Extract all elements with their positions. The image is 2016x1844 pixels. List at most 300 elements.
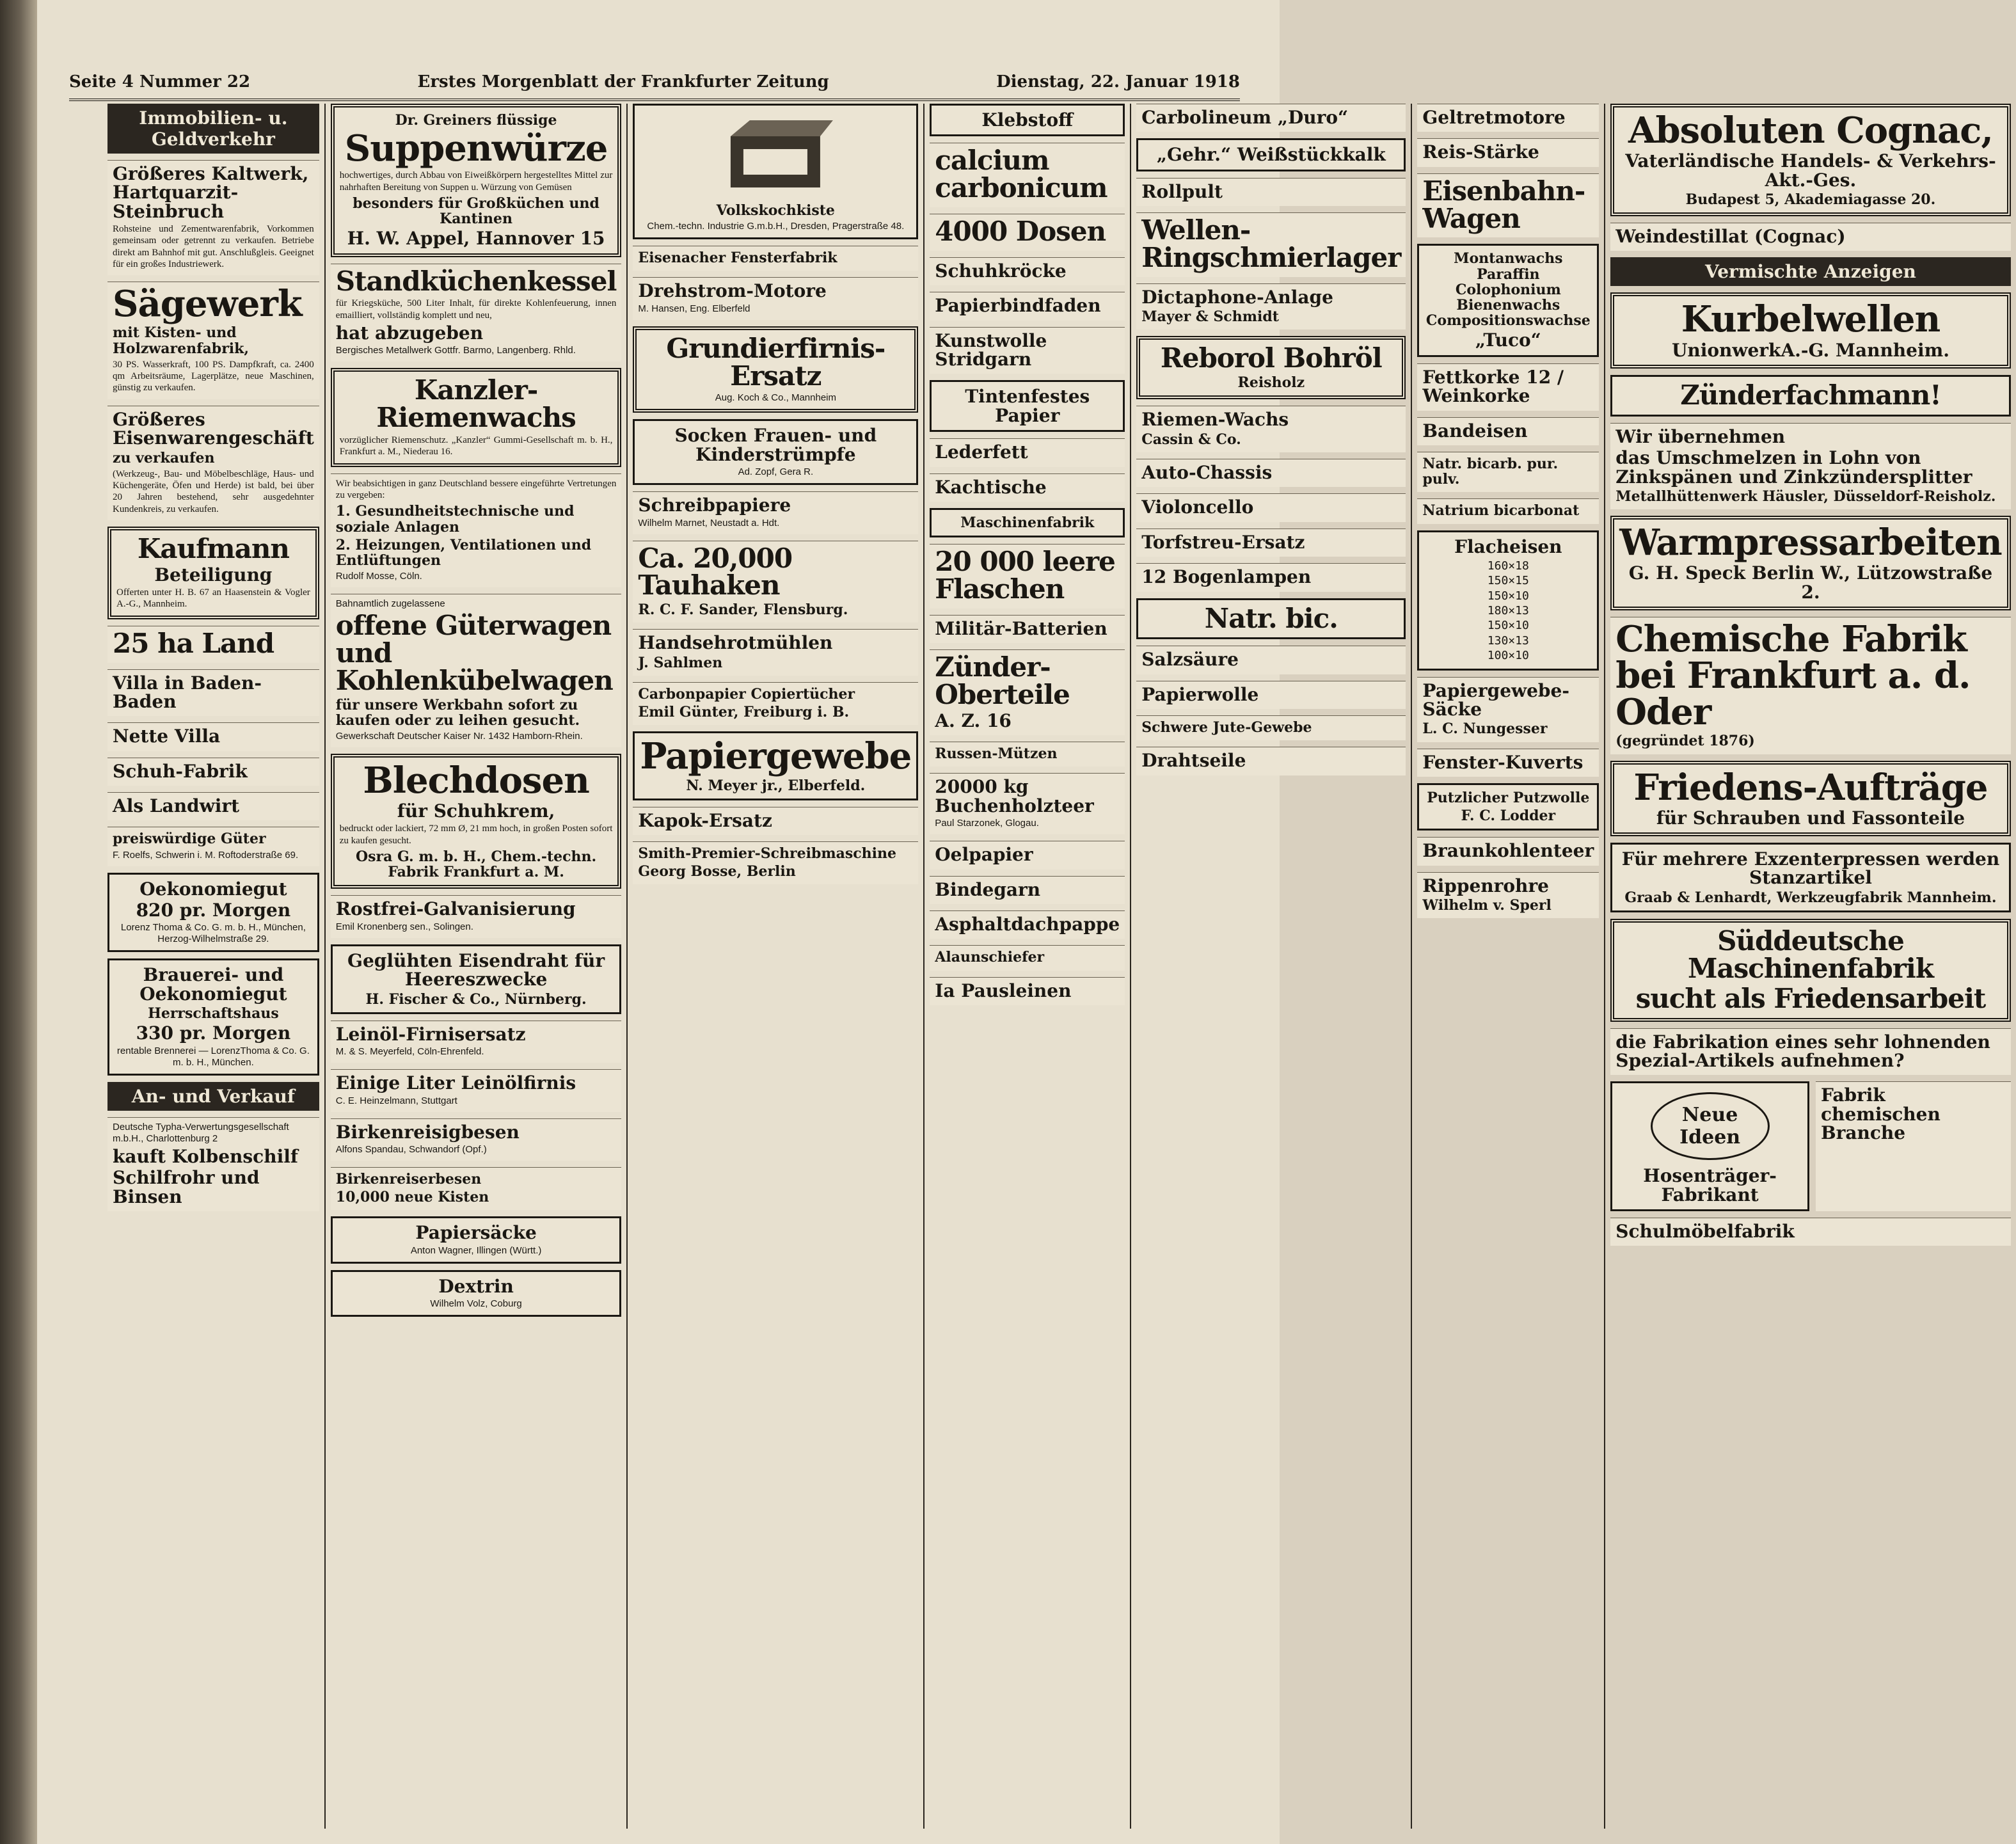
ad-headline: Friedens-Aufträge	[1633, 766, 1988, 809]
ad-firm: G. H. Speck Berlin W., Lützowstraße 2.	[1628, 562, 1993, 603]
ad-reborol	[1136, 336, 1406, 399]
ad-headline: Wellen-Ringschmierlager	[1141, 214, 1401, 273]
size-item: 130×13	[1487, 633, 1529, 648]
ad-spezialartikel	[1610, 1028, 2010, 1076]
ad-firnisersatz	[331, 1021, 622, 1063]
ad-chemische-fabrik	[1610, 617, 2010, 754]
ad-papierwolle	[1136, 681, 1406, 709]
ad-subline: für Schrauben und Fassonteile	[1656, 807, 1965, 829]
ad-firm: Paul Starzonek, Glogau.	[935, 818, 1039, 829]
ad-headline: Ia Pausleinen	[935, 980, 1072, 1001]
ad-riemenwachs-2	[1136, 406, 1406, 452]
ad-friedensauftraege	[1610, 761, 2010, 837]
ad-firm: H. Fischer & Co., Nürnberg.	[365, 990, 587, 1008]
ad-bindegarn	[930, 876, 1125, 904]
ad-firm: M. & S. Meyerfeld, Cöln-Ehrenfeld.	[335, 1046, 484, 1058]
ad-headline: Brauerei- und Oekonomiegut	[139, 964, 287, 1005]
ad-subline-2: 330 pr. Morgen	[136, 1022, 291, 1044]
ad-headline: Süddeutsche Maschinenfabrik	[1687, 925, 1933, 984]
ad-subline: besonders für Großküchen und Kantinen	[353, 195, 599, 228]
ad-batterien	[930, 615, 1125, 643]
ad-schreibmaschine	[633, 841, 918, 884]
ad-headline: Bandeisen	[1422, 420, 1528, 441]
ad-headline: Carbonpapier Copiertücher	[638, 686, 855, 703]
ad-headline: Rippenrohre	[1422, 875, 1549, 896]
ad-tintenfest	[930, 380, 1125, 432]
ad-text: Offerten unter H. B. 67 an Haasenstein & Vogler A.-G., Mannheim.	[116, 587, 310, 610]
size-item: 180×13	[1487, 604, 1529, 618]
ad-headline: Militär-Batterien	[935, 617, 1107, 639]
ad-headline: Bindegarn	[935, 878, 1041, 900]
ad-kurbelwellen	[1610, 292, 2010, 369]
ad-subline: A. Z. 16	[935, 710, 1012, 731]
ad-brauerei	[107, 958, 319, 1075]
ad-firm: J. Sahlmen	[638, 654, 723, 671]
ad-text: für unsere Werkbahn sofort zu kaufen oder zu leihen gesucht.	[335, 696, 580, 729]
ad-headline: Größeres Eisenwarengeschäft	[113, 408, 314, 449]
ad-reisstaerke	[1417, 138, 1599, 166]
ad-headline: Salzsäure	[1141, 649, 1239, 671]
ad-headline: Standküchenkessel	[335, 265, 617, 297]
ad-headline: Warmpressarbeiten	[1619, 521, 2002, 564]
ad-oekonomiegut	[107, 873, 319, 953]
ad-headline: Putzlicher Putzwolle	[1427, 789, 1590, 806]
book-gutter	[0, 0, 37, 1844]
ad-headline: Carbolineum „Duro“	[1141, 107, 1349, 128]
ad-headline: Klebstoff	[981, 109, 1074, 131]
ad-headline: Fabrik chemischen Branche	[1820, 1085, 1941, 1144]
ad-grundierfirnis	[633, 326, 918, 413]
ad-saegewerk	[107, 282, 319, 399]
ad-firm: R. C. F. Sander, Flensburg.	[638, 601, 848, 619]
ad-headline: Kunstwolle Stridgarn	[935, 330, 1047, 370]
ad-headline: Grundierfirnis-Ersatz	[666, 332, 885, 392]
ad-bogenlampen	[1136, 563, 1406, 591]
ad-headline: Schuhkröcke	[935, 260, 1067, 282]
ad-firm: Graab & Lenhardt, Werkzeugfabrik Mannheim.	[1624, 889, 1997, 906]
ad-schuhfabrik	[107, 758, 319, 786]
ad-headline: Oekonomiegut	[139, 878, 287, 900]
ad-papiergewebesaecke	[1417, 677, 1599, 742]
ad-drehstrom	[633, 277, 918, 319]
ad-firm: Georg Bosse, Berlin	[638, 863, 796, 880]
ad-dosen	[930, 214, 1125, 251]
ad-headline: Braunkohlenteer	[1422, 840, 1594, 862]
ad-headline: Kapok-Ersatz	[638, 809, 772, 831]
ad-text: Budapest 5, Akademiagasse 20.	[1685, 191, 1936, 208]
ad-weissstueckkalk	[1136, 138, 1406, 171]
ad-text: bedruckt oder lackiert, 72 mm Ø, 21 mm hoch, in großen Posten sofort zu kaufen gesucht.	[339, 823, 613, 846]
ad-lederfett	[930, 438, 1125, 466]
ad-oelpapier	[930, 841, 1125, 869]
ad-zuenderfachmann	[1610, 375, 2010, 417]
ad-headline: Dextrin	[438, 1275, 514, 1297]
ad-rippenrohre	[1417, 872, 1599, 919]
ad-headline: Geglühten Eisendraht für Heereszwecke	[347, 950, 605, 990]
ad-neue-ideen	[1610, 1081, 1809, 1211]
ad-headline: Papierbindfaden	[935, 295, 1101, 317]
ad-umschmelzen	[1610, 423, 2010, 509]
ad-text: für Kriegsküche, 500 Liter Inhalt, für direkte Kohlenfeuerung, innen emailliert, vollständig komplett und neu,	[335, 298, 617, 321]
ad-subline: für Schuhkrem,	[397, 800, 555, 822]
ad-subline: Vaterländische Handels- & Verkehrs-Akt.-Ges.	[1625, 150, 1996, 191]
ad-vertretungen	[331, 473, 622, 587]
ad-gueter	[107, 827, 319, 866]
ad-headline: Weindestillat (Cognac)	[1615, 226, 1846, 248]
ad-headline: Smith-Premier-Schreibmaschine	[638, 845, 896, 862]
ad-autochassis	[1136, 459, 1406, 487]
ad-besen	[331, 1118, 622, 1161]
ad-bandeisen	[1417, 417, 1599, 445]
ad-headline: Schreibpapiere	[638, 495, 791, 516]
ad-headline: Chemische Fabrik bei Frankfurt a. d. Oder	[1615, 618, 1971, 734]
ad-schulmoebel	[1610, 1218, 2010, 1246]
ad-headline: Schwere Jute-Gewebe	[1141, 719, 1312, 736]
ad-headline: Eisenacher Fensterfabrik	[638, 250, 837, 267]
ad-subline: mit Kisten- und Holzwarenfabrik,	[113, 324, 250, 357]
ad-flacheisen	[1417, 530, 1599, 671]
ad-firm: UnionwerkA.-G. Mannheim.	[1671, 339, 1949, 361]
section-header: Vermischte Anzeigen	[1610, 257, 2010, 286]
ad-headline: „Gehr.“ Weißstückkalk	[1156, 144, 1386, 166]
size-item: 150×10	[1487, 619, 1529, 633]
column-5	[1131, 104, 1412, 1829]
ad-headline: Papiersäcke	[415, 1222, 537, 1244]
ad-headline: Reis-Stärke	[1422, 141, 1539, 163]
ad-row-bottom	[1610, 1081, 2010, 1211]
ad-subline-1: 1. Gesundheitstechnische und soziale Anlagen	[335, 503, 575, 536]
ad-firm: Wilhelm v. Sperl	[1422, 897, 1552, 914]
ad-fettkorke	[1417, 363, 1599, 411]
ad-subline: zu verkaufen	[113, 449, 215, 466]
ad-headline: Montanwachs Paraffin Colophonium Bienenwachs Compositionswachse	[1425, 250, 1591, 330]
ad-headline: Natrium bicarbonat	[1422, 502, 1580, 520]
ad-kapok	[633, 807, 918, 835]
ad-headline: Als Landwirt	[113, 795, 240, 817]
ad-headline: Neue Ideen	[1651, 1092, 1770, 1160]
size-item: 100×10	[1487, 649, 1529, 663]
ad-headline: offene Güterwagen und Kohlenkübelwagen	[335, 610, 613, 696]
ad-headline: Flacheisen	[1454, 536, 1562, 557]
ad-weindestillat	[1610, 223, 2010, 251]
ad-klebstoff	[930, 104, 1125, 136]
ad-firm: F. Roelfs, Schwerin i. M. Roftoderstraße 69.	[113, 849, 299, 861]
ad-headline: 25 ha Land	[113, 627, 274, 659]
ad-suppenwuerze	[331, 104, 622, 257]
ad-headline: Riemen-Wachs	[1141, 409, 1289, 431]
ad-papierbindfaden	[930, 292, 1125, 320]
ad-headline: Oelpapier	[935, 844, 1033, 866]
ad-sueddeutsche	[1610, 919, 2010, 1021]
ad-text: Rohsteine und Zementwarenfabrik, Vorkommen gemeinsam oder getrennt zu verkaufen. Betriebe direkt am Bahnhof mit gut. Anschlußgleis. Geeignet für ein großes Industriewerk.	[113, 224, 314, 270]
ad-geltretmotore	[1417, 104, 1599, 132]
ad-landwirt	[107, 792, 319, 820]
ad-firm: „Tuco“	[1475, 330, 1541, 351]
ad-headline: Volkskochkiste	[716, 202, 835, 219]
ad-torfstreu	[1136, 529, 1406, 557]
ad-firm: rentable Brennerei — LorenzThoma & Co. G. m. b. H., München.	[116, 1045, 310, 1068]
ad-firm: Osra G. m. b. H., Chem.-techn. Fabrik Frankfurt a. M.	[355, 848, 597, 881]
ad-schuhkroecke	[930, 257, 1125, 285]
ad-headline-2: Schilfrohr und Binsen	[113, 1167, 260, 1207]
column-4	[925, 104, 1131, 1829]
ad-headline: Drahtseile	[1141, 750, 1246, 772]
ad-headline: Wir übernehmen	[1615, 425, 1786, 447]
ad-firm: Deutsche Typha-Verwertungsgesellschaft m.b.H., Charlottenburg 2	[113, 1121, 289, 1144]
ad-papiergewebe	[633, 731, 918, 800]
ad-subline: 820 pr. Morgen	[136, 900, 291, 921]
ad-firm: Bergisches Metallwerk Gottfr. Barmo, Langenberg. Rhld.	[335, 345, 576, 356]
section-header: Immobilien- u. Geldverkehr	[107, 104, 319, 154]
ad-headline: Kachtische	[935, 476, 1047, 498]
ad-natr-bicarb	[1417, 452, 1599, 492]
ad-schrotmuehlen	[633, 629, 918, 676]
column-3	[628, 104, 925, 1829]
ad-headline: Maschinenfabrik	[960, 514, 1095, 531]
ad-headline: Russen-Mützen	[935, 745, 1058, 763]
ad-subline: 10,000 neue Kisten	[335, 1189, 489, 1206]
ad-columns	[102, 104, 2002, 1829]
column-6	[1412, 104, 1605, 1829]
ad-headline: 4000 Dosen	[935, 216, 1106, 248]
ad-fensterfabrik	[633, 246, 918, 271]
ad-headline: calcium carbonicum	[935, 145, 1107, 204]
ad-headline: Dictaphone-Anlage	[1141, 286, 1333, 308]
ad-montanwachs	[1417, 244, 1599, 356]
page-header	[69, 65, 1240, 101]
ad-subline: das Umschmelzen in Lohn von Zinkspänen und Zinkzündersplitter	[1615, 447, 1972, 488]
ad-salzsaeure	[1136, 646, 1406, 674]
ad-headline: Ca. 20,000 Tauhaken	[638, 542, 793, 601]
ad-calcium	[930, 143, 1125, 207]
ad-firm: Wilhelm Volz, Coburg	[430, 1298, 522, 1310]
ad-volkskochkiste	[633, 104, 918, 239]
ad-kunstwolle	[930, 327, 1125, 374]
ad-firm: Mayer & Schmidt	[1141, 308, 1279, 326]
ad-natrium	[1417, 498, 1599, 523]
ad-headline: Villa in Baden-Baden	[113, 672, 262, 712]
ad-topline: Bahnamtlich zugelassene	[335, 598, 445, 610]
ad-topline: Dr. Greiners flüssige	[395, 112, 557, 129]
ad-headline: Handsehrotmühlen	[638, 632, 833, 654]
ad-fabrik	[1816, 1081, 2011, 1211]
ad-riemenwachs	[331, 368, 622, 466]
ad-headline: Einige Liter Leinölfirnis	[335, 1072, 576, 1094]
ad-firm: Gewerkschaft Deutscher Kaiser Nr. 1432 Hamborn-Rhein.	[335, 730, 583, 742]
ad-rollpult	[1136, 178, 1406, 206]
ad-headline: Größeres Kaltwerk, Hartquarzit-Steinbruch	[113, 163, 309, 222]
ad-dachpappe	[930, 910, 1125, 939]
newspaper-title: Erstes Morgenblatt der Frankfurter Zeitung	[417, 72, 829, 91]
ad-headline: 20 000 leere Flaschen	[935, 546, 1115, 605]
ad-headline: Natr. bicarb. pur. pulv.	[1422, 455, 1559, 488]
ad-subline-2: 2. Heizungen, Ventilationen und Entlüftungen	[335, 536, 592, 569]
ad-headline: Blechdosen	[363, 759, 589, 802]
ad-firm: L. C. Nungesser	[1422, 720, 1548, 738]
ad-headline: Papiergewebe-Säcke	[1422, 680, 1569, 720]
ad-headline: 12 Bogenlampen	[1141, 566, 1312, 588]
ad-headline: Asphaltdachpappe	[935, 914, 1120, 935]
ad-alaunschiefer	[930, 945, 1125, 970]
ad-land	[107, 626, 319, 663]
ad-birkenreiser	[331, 1167, 622, 1210]
ad-headline: Für mehrere Exzenterpressen werden Stanzartikel	[1621, 848, 2000, 889]
ad-cognac	[1610, 104, 2010, 216]
ad-nette-villa	[107, 722, 319, 751]
ad-leinoelfirnis	[331, 1069, 622, 1111]
ad-headline: Kaufmann	[137, 532, 289, 564]
ad-dextrin	[331, 1270, 622, 1317]
ad-natr-bic	[1136, 598, 1406, 640]
ad-firm: Anton Wagner, Illingen (Württ.)	[410, 1244, 542, 1256]
ad-headline: Birkenreisigbesen	[335, 1121, 520, 1143]
column-1	[102, 104, 326, 1829]
ad-headline: Rostfrei-Galvanisierung	[335, 898, 576, 920]
ad-headline: Zünderfachmann!	[1680, 379, 1941, 411]
ad-firm: Emil Kronenberg sen., Solingen.	[335, 921, 473, 932]
ad-buchenholzteer	[930, 773, 1125, 834]
section-header-2: An- und Verkauf	[107, 1082, 319, 1111]
ad-firm: Reisholz	[1237, 374, 1305, 392]
ad-headline: Papierwolle	[1141, 683, 1259, 705]
size-item: 160×18	[1487, 559, 1529, 573]
ad-text: hochwertiges, durch Abbau von Eiweißkörpern hergestelltes Mittel zur nahrhaften Bereitung von Suppen u. Würzung von Gemüsen	[339, 170, 613, 193]
ad-text: 30 PS. Wasserkraft, 100 PS. Dampfkraft, ca. 2400 qm Arbeitsräume, Lagerplätze, neue Maschinen, günstig zu verkaufen.	[113, 359, 314, 393]
ad-subline: Beteiligung	[154, 564, 273, 585]
ad-subline: Hosenträger-Fabrikant	[1643, 1165, 1777, 1205]
ad-zuender	[930, 649, 1125, 735]
ad-maschinenfabrik	[930, 508, 1125, 537]
ad-text: vorzüglicher Riemenschutz. „Kanzler“ Gummi-Gesellschaft m. b. H., Frankfurt a. M., Niederau 16.	[339, 435, 613, 457]
ad-rostfrei	[331, 895, 622, 937]
ad-text: Wir beabsichtigen in ganz Deutschland bessere eingeführte Vertretungen zu vergeben:	[335, 478, 617, 501]
size-list	[1424, 559, 1592, 664]
ad-headline: preiswürdige Güter	[113, 831, 266, 848]
ad-kaltwerk	[107, 160, 319, 275]
ad-headline: Reborol Bohröl	[1160, 342, 1382, 374]
ad-headline: Sägewerk	[113, 283, 302, 326]
ad-eisenbahnwagen	[1417, 173, 1599, 238]
cooking-box-icon	[640, 111, 911, 200]
ad-flaschen	[930, 544, 1125, 608]
ad-schreibpapiere	[633, 491, 918, 534]
ad-headline: kauft Kolbenschilf	[113, 1145, 298, 1167]
ad-putzwolle	[1417, 783, 1599, 831]
ad-headline: die Fabrikation eines sehr lohnenden Spezial-Artikels aufnehmen?	[1615, 1031, 1990, 1071]
ad-socken	[633, 419, 918, 485]
ad-firm: Aug. Koch & Co., Mannheim	[715, 392, 836, 404]
ad-subline: sucht als Friedensarbeit	[1635, 982, 1986, 1014]
ad-subline: Herrschaftshaus	[148, 1005, 279, 1022]
ad-carbonpapier	[633, 682, 918, 725]
ad-firm: Metallhüttenwerk Häusler, Düsseldorf-Reisholz.	[1615, 488, 1996, 505]
ad-kachtische	[930, 473, 1125, 502]
ad-headline: Fettkorke 12 / Weinkorke	[1422, 366, 1564, 407]
ad-headline: Kanzler-Riemenwachs	[376, 374, 576, 434]
column-2	[326, 104, 628, 1829]
ad-papiersaecke	[331, 1216, 622, 1263]
ad-typha	[107, 1117, 319, 1211]
ad-standkuechenkessel	[331, 264, 622, 362]
ad-headline: Schuh-Fabrik	[113, 760, 248, 782]
ad-subline: hat abzugeben	[335, 322, 484, 344]
ad-firm: Rudolf Mosse, Cöln.	[335, 571, 422, 582]
ad-headline: Tintenfestes Papier	[965, 386, 1090, 426]
ad-tauhaken	[633, 541, 918, 623]
ad-firm: F. C. Lodder	[1461, 807, 1556, 825]
ad-firm: Cassin & Co.	[1141, 431, 1241, 448]
ad-firm: M. Hansen, Eng. Elberfeld	[638, 303, 750, 314]
ad-eisendraht	[331, 944, 622, 1014]
size-item: 150×10	[1487, 589, 1529, 603]
ad-headline: Birkenreiserbesen	[335, 1170, 482, 1188]
ad-subline: (gegründet 1876)	[1615, 733, 1755, 750]
ad-headline: Torfstreu-Ersatz	[1141, 531, 1305, 553]
ad-headline: Papiergewebe	[640, 735, 912, 778]
ad-pausleinen	[930, 977, 1125, 1005]
ad-headline: Suppenwürze	[344, 127, 608, 170]
ad-blechdosen	[331, 754, 622, 889]
ad-firm: Wilhelm Marnet, Neustadt a. Hdt.	[638, 517, 780, 529]
ad-eisenwaren	[107, 406, 319, 520]
ad-headline: Kurbelwellen	[1681, 298, 1941, 341]
ad-firm: C. E. Heinzelmann, Stuttgart	[335, 1095, 457, 1106]
ad-headline: Drehstrom-Motore	[638, 280, 827, 302]
ad-kaufmann	[107, 527, 319, 619]
ad-headline: Leinöl-Firnisersatz	[335, 1023, 526, 1045]
ad-headline: Socken Frauen- und Kinderstrümpfe	[674, 425, 877, 465]
ad-firm: Lorenz Thoma & Co. G. m. b. H., München, Herzog-Wilhelmstraße 29.	[120, 922, 306, 945]
ad-wellen	[1136, 212, 1406, 277]
ad-jutegewebe	[1136, 715, 1406, 740]
ad-text: Chem.-techn. Industrie G.m.b.H., Dresden, Pragerstraße 48.	[647, 221, 905, 232]
ad-villa-baden	[107, 669, 319, 717]
ad-headline: Lederfett	[935, 441, 1028, 463]
ad-drahtseile	[1136, 747, 1406, 775]
ad-headline: Schulmöbelfabrik	[1615, 1221, 1795, 1243]
ad-headline: Nette Villa	[113, 726, 221, 747]
ad-carbolineum	[1136, 104, 1406, 132]
ad-gueterwagen	[331, 594, 622, 747]
ad-firm: Ad. Zopf, Gera R.	[738, 466, 814, 478]
ad-text: (Werkzeug-, Bau- und Möbelbeschläge, Haus- und Küchengeräte, Öfen und Herde) ist bald, bei über 20 Jahren bestehend, sehr ausgedehnter Kundenkreis, zu verkaufen.	[113, 468, 314, 514]
ad-stanzartikel	[1610, 843, 2010, 912]
ad-headline: Auto-Chassis	[1141, 462, 1273, 483]
page-number: Seite 4 Nummer 22	[69, 72, 251, 91]
ad-russenmuetzen	[930, 742, 1125, 767]
ad-headline: Zünder-Oberteile	[935, 651, 1070, 711]
column-7	[1605, 104, 2015, 1829]
page-date: Dienstag, 22. Januar 1918	[996, 72, 1240, 91]
ad-headline: Eisenbahn-Wagen	[1422, 175, 1585, 234]
ad-headline: Absoluten Cognac,	[1628, 109, 1993, 152]
ad-braunkohlenteer	[1417, 837, 1599, 865]
ad-headline: Fenster-Kuverts	[1422, 751, 1583, 773]
size-item: 150×15	[1487, 574, 1529, 588]
ad-firm: N. Meyer jr., Elberfeld.	[686, 777, 866, 794]
ad-headline: Violoncello	[1141, 497, 1254, 518]
ad-headline: Alaunschiefer	[935, 949, 1045, 966]
ad-firm: Alfons Spandau, Schwandorf (Opf.)	[335, 1143, 487, 1155]
ad-headline: 20000 kg Buchenholzteer	[935, 776, 1094, 816]
ad-firm: Emil Günter, Freiburg i. B.	[638, 704, 850, 721]
ad-fensterkuverts	[1417, 749, 1599, 777]
ad-warmpressarbeiten	[1610, 516, 2010, 610]
ad-headline: Geltretmotore	[1422, 107, 1566, 128]
ad-dictaphone	[1136, 283, 1406, 330]
ad-headline: Rollpult	[1141, 180, 1223, 202]
ad-firm: H. W. Appel, Hannover 15	[347, 228, 605, 250]
